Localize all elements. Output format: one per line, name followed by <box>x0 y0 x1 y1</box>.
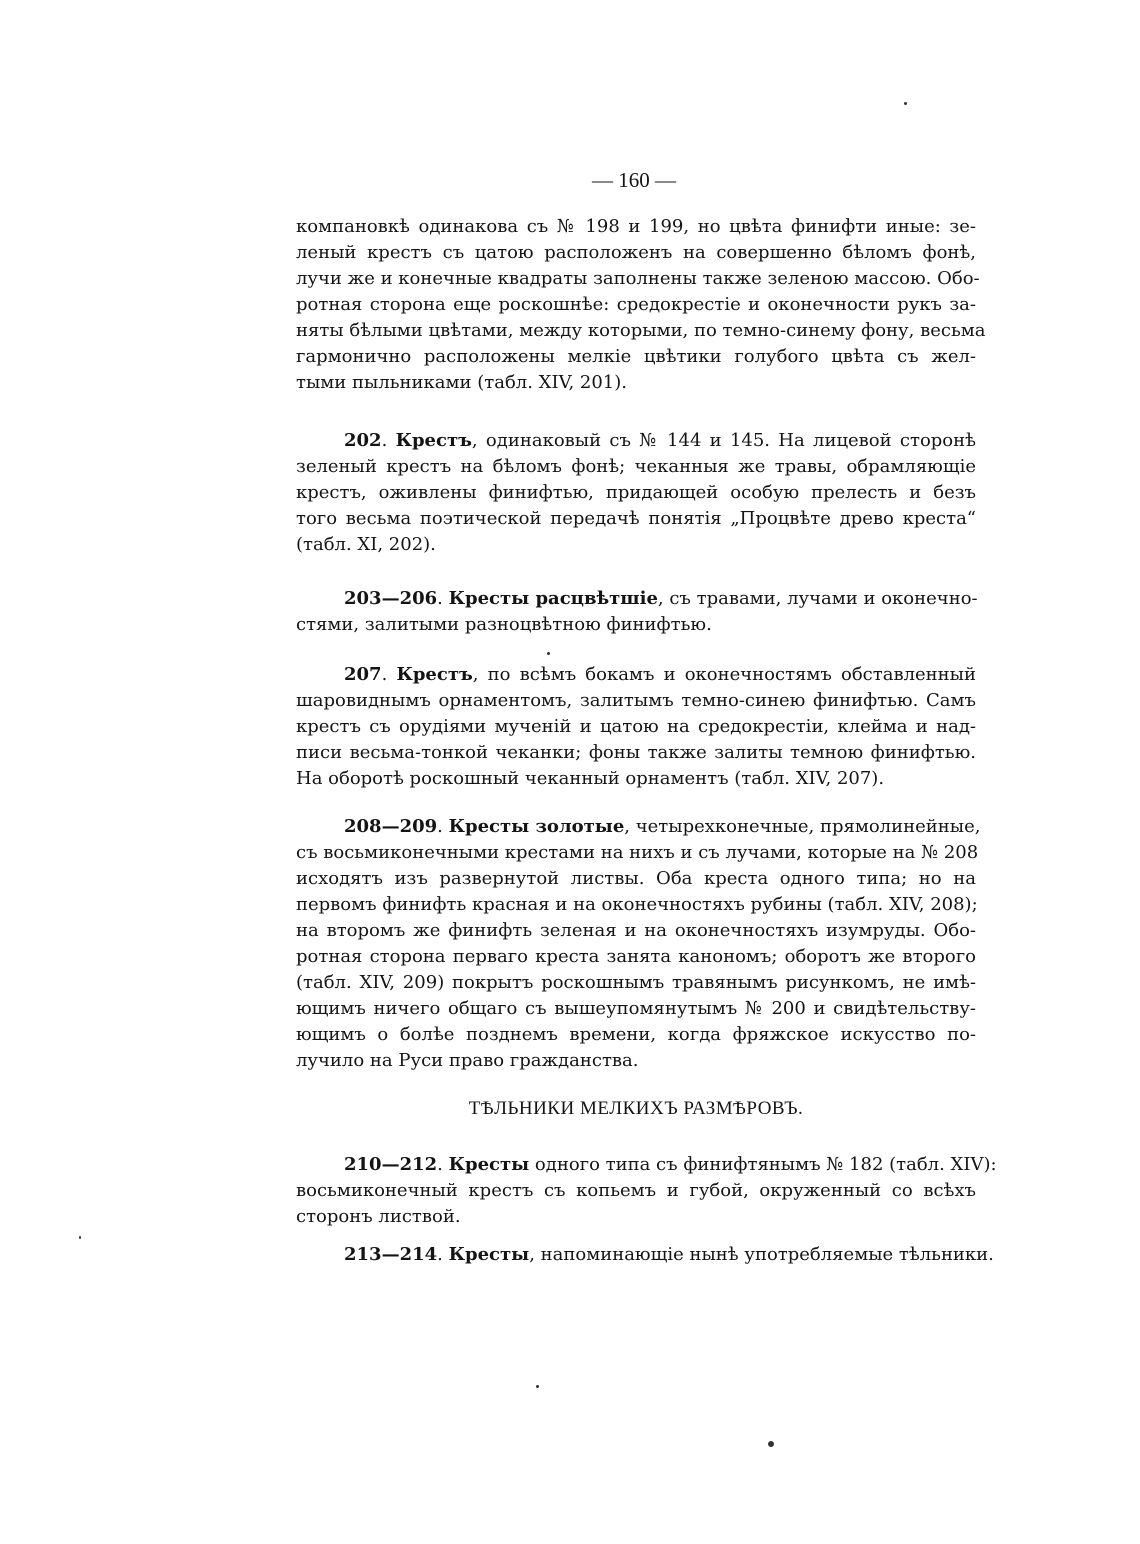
entry-number: 213—214 <box>344 1244 438 1265</box>
paragraph-first-line: 207. Крестъ, по всѣмъ бокамъ и оконечностямъ обставленный <box>344 664 976 685</box>
entry-title: Кресты золотые <box>448 816 625 837</box>
paragraph-203-206 <box>296 586 976 638</box>
entry-text: , четырехконечные, прямолинейные, <box>624 816 981 837</box>
entry-number: 210—212 <box>344 1154 438 1175</box>
text-line: писи весьма-тонкой чеканки; фоны также залиты темною финифтью. <box>296 742 976 763</box>
text-line: того весьма поэтической передачѣ понятія „Процвѣте древо креста“ <box>296 508 976 529</box>
text-line: съ восьмиконечными крестами на нихъ и съ лучами, которые на № 208 <box>296 842 979 863</box>
text-line: На оборотѣ роскошный чеканный орнаментъ (табл. XIV, 207). <box>296 768 885 789</box>
paragraph-first-line: 210—212. Кресты одного типа съ финифтянымъ № 182 (табл. XIV): <box>344 1154 997 1175</box>
scan-speck <box>768 1441 774 1447</box>
entry-text: , по всѣмъ бокамъ и оконечностямъ обставленный <box>472 664 976 685</box>
entry-text: , съ травами, лучами и оконечно- <box>657 588 978 609</box>
text-line: компановкѣ одинакова съ № 198 и 199, но цвѣта финифти иные: зе- <box>296 216 976 237</box>
entry-number: 207 <box>344 664 382 685</box>
text-line: (табл. XI, 202). <box>296 534 436 555</box>
entry-title: Крестъ <box>395 430 472 451</box>
page-number: — 160 — <box>592 168 676 192</box>
paragraph-continuation <box>296 214 986 396</box>
text-line: (табл. XIV, 209) покрытъ роскошнымъ травянымъ рисункомъ, не имѣ- <box>296 972 976 993</box>
paragraph-210-212 <box>296 1152 997 1230</box>
text-line: крестъ съ орудіями мученій и цатою на средокрестіи, клейма и над- <box>296 716 976 737</box>
section-heading: ТѢЛЬНИКИ МЕЛКИХЪ РАЗМѢРОВЪ. <box>468 1098 804 1119</box>
text-line: восьмиконечный крестъ съ копьемъ и губой, окруженный со всѣхъ <box>296 1180 976 1201</box>
paragraph-208-209 <box>296 814 981 1074</box>
entry-text: одного типа съ финифтянымъ № 182 (табл. XIV): <box>529 1154 997 1175</box>
text-line: леный крестъ съ цатою расположенъ на совершенно бѣломъ фонѣ, <box>296 242 976 263</box>
entry-text: , одинаковый съ № 144 и 145. На лицевой сторонѣ <box>471 430 976 451</box>
entry-number: 203—206 <box>344 588 438 609</box>
text-line: исходятъ изъ развернутой листвы. Оба креста одного типа; но на <box>296 868 976 889</box>
paragraph-first-line: 213—214. Кресты, напоминающіе нынѣ употребляемые тѣльники. <box>344 1244 994 1265</box>
entry-title: Кресты расцвѣтшіе <box>448 588 658 609</box>
paragraph-first-line: 203—206. Кресты расцвѣтшіе, съ травами, лучами и оконечно- <box>344 588 978 609</box>
text-line: тыми пыльниками (табл. XIV, 201). <box>296 372 628 393</box>
paragraph-first-line: 208—209. Кресты золотые, четырехконечные, прямолинейные, <box>344 816 981 837</box>
entry-number: 208—209 <box>344 816 438 837</box>
text-line: шаровиднымъ орнаментомъ, залитымъ темно-синею финифтью. Самъ <box>296 690 976 711</box>
entry-title: Кресты <box>448 1154 530 1175</box>
text-line: гармонично расположены мелкіе цвѣтики голубого цвѣта съ жел- <box>296 346 976 367</box>
text-line: няты бѣлыми цвѣтами, между которыми, по темно-синему фону, весьма <box>296 320 986 341</box>
text-line: зеленый крестъ на бѣломъ фонѣ; чеканныя же травы, обрамляющіе <box>296 456 976 477</box>
paragraph-first-line: 202. Крестъ, одинаковый съ № 144 и 145. На лицевой сторонѣ <box>344 430 976 451</box>
text-line: первомъ финифть красная и на оконечностяхъ рубины (табл. XIV, 208); <box>296 894 978 915</box>
entry-title: Крестъ <box>396 664 473 685</box>
scan-speck <box>536 1385 539 1388</box>
text-line: ротная сторона еще роскошнѣе: средокрестіе и оконечности рукъ за- <box>296 294 976 315</box>
entry-text: , напоминающіе нынѣ употребляемые тѣльники. <box>529 1244 994 1265</box>
text-line: лучило на Руси право гражданства. <box>296 1050 639 1071</box>
text-line: стями, залитыми разноцвѣтною финифтью. <box>296 614 712 635</box>
entry-title: Кресты <box>448 1244 530 1265</box>
paragraph-213-214 <box>296 1242 994 1268</box>
scan-speck <box>904 102 907 105</box>
text-line: ющимъ о болѣе позднемъ времени, когда фряжское искусство по- <box>296 1024 976 1045</box>
scan-speck <box>79 1236 81 1239</box>
scan-speck <box>547 652 550 655</box>
text-line: сторонъ листвой. <box>296 1206 461 1227</box>
text-line: ротная сторона перваго креста занята канономъ; оборотъ же второго <box>296 946 976 967</box>
text-line: крестъ, оживлены финифтью, придающей особую прелесть и безъ <box>296 482 976 503</box>
text-line: на второмъ же финифть зеленая и на оконечностяхъ изумруды. Обо- <box>296 920 976 941</box>
paragraph-202 <box>296 428 976 558</box>
paragraph-207 <box>296 662 976 792</box>
text-line: ющимъ ничего общаго съ вышеупомянутымъ № 200 и свидѣтельству- <box>296 998 976 1019</box>
entry-number: 202 <box>344 430 382 451</box>
text-line: лучи же и конечные квадраты заполнены также зеленою массою. Обо- <box>296 268 980 289</box>
